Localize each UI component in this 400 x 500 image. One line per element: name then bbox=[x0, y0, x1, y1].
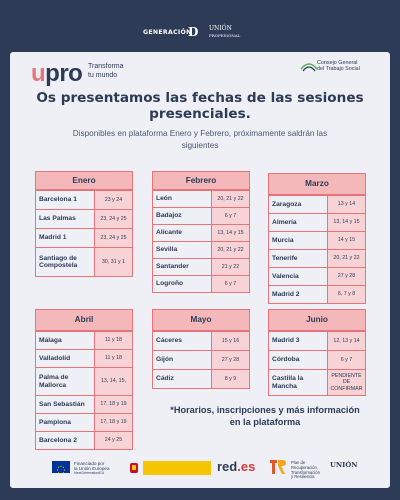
dates: 21 y 22 bbox=[211, 259, 249, 275]
eu-flag-icon bbox=[52, 461, 70, 473]
dates: 11 y 18 bbox=[94, 350, 132, 367]
city: Zaragoza bbox=[272, 200, 302, 208]
table-row bbox=[269, 285, 365, 303]
dates: 12, 13 y 14 bbox=[327, 332, 365, 350]
generacion-d-logo: D bbox=[188, 25, 199, 39]
ministry-banner bbox=[143, 461, 211, 475]
city: Alicante bbox=[156, 229, 183, 237]
dates: 13, 14 y 15 bbox=[327, 214, 365, 231]
union-profesional-footer-logo: UNIÓN bbox=[330, 461, 358, 469]
consejo-text: Consejo General del Trabajo Social bbox=[317, 60, 360, 72]
city: San Sebastián bbox=[39, 400, 85, 408]
month-title: Mayo bbox=[153, 310, 249, 331]
table-row bbox=[153, 241, 249, 258]
month-title: Marzo bbox=[269, 174, 365, 195]
dates: 11 y 18 bbox=[94, 332, 132, 349]
dates: 23, 24 y 25 bbox=[94, 210, 132, 228]
table-row bbox=[36, 395, 132, 413]
table-row bbox=[36, 331, 132, 349]
generacion-label: GENERACIÓN bbox=[143, 29, 192, 36]
dates: 13 y 14 bbox=[327, 196, 365, 213]
consejo-logo-icon bbox=[300, 59, 318, 73]
city: Santander bbox=[156, 263, 189, 271]
dates: 13, 14, 15, bbox=[94, 368, 132, 395]
dates: 27 y 28 bbox=[327, 268, 365, 285]
dates: 13, 14 y 15 bbox=[211, 225, 249, 241]
month-title: Junio bbox=[269, 310, 365, 331]
city: Almería bbox=[272, 218, 297, 226]
dates: PENDIENTE DE CONFIRMAR bbox=[327, 370, 365, 395]
table-row bbox=[36, 431, 132, 449]
table-row bbox=[153, 190, 249, 207]
city: Málaga bbox=[39, 336, 62, 344]
table-row bbox=[269, 249, 365, 267]
table-row bbox=[269, 195, 365, 213]
city: Badajoz bbox=[156, 212, 182, 220]
dates: 15 y 16 bbox=[211, 332, 249, 350]
dates: 24 y 25 bbox=[94, 432, 132, 449]
table-row bbox=[36, 413, 132, 431]
recovery-plan-logo-icon bbox=[269, 458, 287, 476]
dates: 20, 21 y 22 bbox=[211, 191, 249, 207]
city: Cáceres bbox=[156, 337, 183, 345]
dates: 17, 18 y 19 bbox=[94, 414, 132, 431]
table-row bbox=[269, 350, 365, 369]
more-info-note: *Horarios, inscripciones y más información en la plataforma bbox=[170, 405, 360, 427]
table-row bbox=[36, 367, 132, 395]
dates: 27 y 28 bbox=[211, 351, 249, 369]
table-row bbox=[153, 350, 249, 369]
table-row bbox=[36, 247, 132, 276]
eu-funding-text: Financiado por la Unión Europea NextGenerationEU bbox=[74, 461, 110, 476]
table-row bbox=[269, 331, 365, 350]
dates: 8 y 9 bbox=[211, 370, 249, 388]
city: Madrid 2 bbox=[272, 290, 300, 298]
table-row bbox=[36, 209, 132, 228]
dates: 23 y 24 bbox=[94, 191, 132, 209]
sponsor-footer bbox=[10, 452, 390, 486]
table-row bbox=[153, 369, 249, 388]
page-title: Os presentamos las fechas de las sesiones presenciales. bbox=[36, 90, 364, 122]
table-row bbox=[269, 369, 365, 395]
city: Madrid 1 bbox=[39, 234, 67, 242]
dates: 20, 21 y 22 bbox=[327, 250, 365, 267]
recovery-plan-text: Plan de Recuperación, Transformación y Resiliencia bbox=[291, 460, 320, 480]
union-profesional-logo bbox=[209, 25, 240, 39]
city: Barcelona 2 bbox=[39, 436, 77, 444]
redes-logo: red.es bbox=[217, 459, 256, 474]
city: Santiago de Compostela bbox=[39, 254, 78, 269]
dates: 6 y 7 bbox=[211, 208, 249, 224]
page-subtitle: Disponibles en plataforma Enero y Febrero, próximamente saldrán las siguientes bbox=[72, 129, 328, 150]
table-row bbox=[153, 258, 249, 275]
table-row bbox=[153, 207, 249, 224]
city: Murcia bbox=[272, 236, 294, 244]
month-table-enero bbox=[35, 171, 133, 277]
city: León bbox=[156, 195, 172, 203]
city: Valladolid bbox=[39, 354, 71, 362]
table-row bbox=[36, 190, 132, 209]
month-title: Abril bbox=[36, 310, 132, 331]
table-row bbox=[269, 213, 365, 231]
spain-coat-of-arms-icon bbox=[127, 461, 141, 475]
dates: 6 y 7 bbox=[211, 276, 249, 292]
city: Las Palmas bbox=[39, 215, 76, 223]
dates: 6 y 7 bbox=[327, 351, 365, 369]
city: Palma de Mallorca bbox=[39, 374, 69, 389]
month-table-febrero bbox=[152, 171, 250, 293]
city: Cádiz bbox=[156, 375, 174, 383]
month-title: Febrero bbox=[153, 172, 249, 190]
city: Sevilla bbox=[156, 246, 178, 254]
city: Córdoba bbox=[272, 356, 300, 364]
dates: 6, 7 y 8 bbox=[327, 286, 365, 303]
table-row bbox=[269, 231, 365, 249]
table-row bbox=[36, 228, 132, 247]
month-table-abril bbox=[35, 309, 133, 450]
city: Tenerife bbox=[272, 254, 298, 262]
city: Madrid 3 bbox=[272, 337, 300, 345]
bottom-strip bbox=[0, 488, 400, 500]
top-bar bbox=[0, 0, 400, 52]
table-row bbox=[153, 224, 249, 241]
dates: 30, 31 y 1 bbox=[94, 248, 132, 276]
month-table-junio bbox=[268, 309, 366, 396]
month-table-marzo bbox=[268, 173, 366, 304]
city: Barcelona 1 bbox=[39, 196, 77, 204]
city: Pamplona bbox=[39, 418, 71, 426]
table-row bbox=[269, 267, 365, 285]
dates: 23, 24 y 25 bbox=[94, 229, 132, 247]
city: Valencia bbox=[272, 272, 299, 280]
dates: 20, 21 y 22 bbox=[211, 242, 249, 258]
dates: 17, 18 y 19 bbox=[94, 396, 132, 413]
union-line1: UNIÓN bbox=[209, 25, 232, 32]
dates: 14 y 15 bbox=[327, 232, 365, 249]
table-row bbox=[153, 331, 249, 350]
city: Castilla la Mancha bbox=[272, 375, 304, 390]
month-title: Enero bbox=[36, 172, 132, 190]
city: Gijón bbox=[156, 356, 174, 364]
upro-logo: upro bbox=[31, 60, 83, 87]
month-table-mayo bbox=[152, 309, 250, 389]
city: Logroño bbox=[156, 280, 184, 288]
table-row bbox=[36, 349, 132, 367]
table-row bbox=[153, 275, 249, 292]
union-line2: PROFESIONAL bbox=[209, 33, 241, 38]
upro-tagline: Transforma tu mundo bbox=[88, 63, 124, 79]
